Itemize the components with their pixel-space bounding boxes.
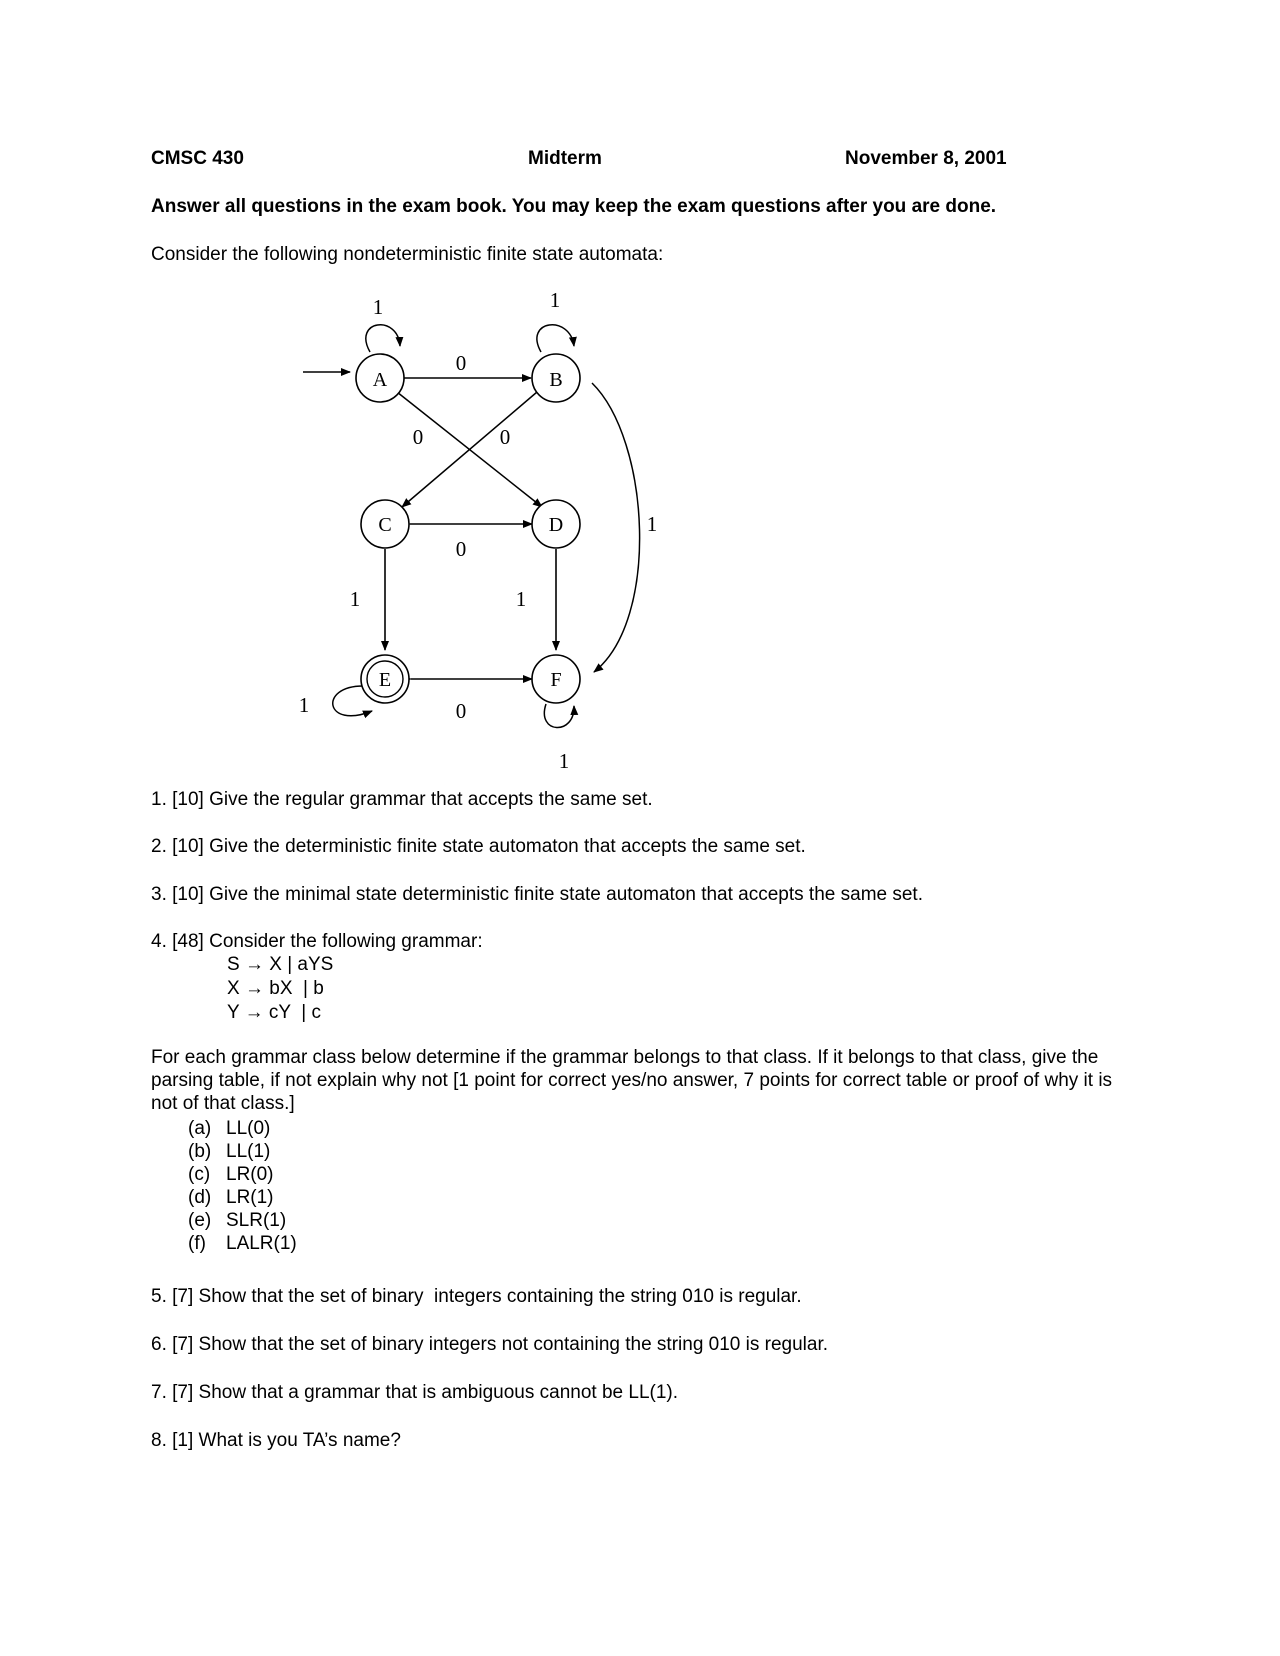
question-2: 2. [10] Give the deterministic finite state automaton that accepts the same set.: [151, 836, 806, 857]
state-b-label: B: [549, 369, 563, 391]
option-label: (a): [188, 1118, 212, 1139]
label-c-e: 1: [349, 587, 361, 611]
option-name: LL(0): [226, 1118, 271, 1139]
grammar-rule-y: [227, 1002, 321, 1024]
instructions: Answer all questions in the exam book. You may keep the exam questions after you are done.: [151, 196, 997, 217]
option-name: LR(1): [226, 1187, 274, 1208]
rule-lhs: S: [227, 954, 240, 975]
state-f: [532, 655, 580, 703]
option-label: (d): [188, 1187, 212, 1208]
edge-b-c: [402, 392, 537, 507]
label-b-c: 0: [499, 425, 511, 449]
nfa-diagram: [0, 0, 1280, 800]
class-option: [188, 1233, 297, 1255]
state-d-label: D: [548, 514, 564, 536]
rule-lhs: X: [227, 978, 240, 999]
label-a-b: 0: [455, 351, 467, 375]
loop-a: [366, 325, 400, 352]
rule-lhs: Y: [227, 1002, 240, 1023]
label-a-d: 0: [412, 425, 424, 449]
class-option: [188, 1164, 274, 1186]
option-name: LALR(1): [226, 1233, 297, 1254]
state-e: [361, 655, 409, 703]
question-4: 4. [48] Consider the following grammar:: [151, 931, 483, 952]
option-label: (b): [188, 1141, 212, 1162]
intro-text: Consider the following nondeterministic finite state automata:: [151, 244, 664, 265]
question-3: 3. [10] Give the minimal state deterministic finite state automaton that accepts the same set.: [151, 884, 923, 905]
exam-date: November 8, 2001: [845, 148, 1007, 169]
label-loop-a: 1: [372, 295, 384, 319]
question-1: 1. [10] Give the regular grammar that accepts the same set.: [151, 789, 653, 810]
question-5: 5. [7] Show that the set of binary integers containing the string 010 is regular.: [151, 1286, 802, 1307]
option-label: (e): [188, 1210, 212, 1231]
grammar-rule-s: [227, 954, 333, 976]
rule-rhs: cY | c: [268, 1002, 322, 1023]
label-loop-b: 1: [549, 288, 561, 312]
state-e-label: E: [378, 669, 392, 691]
label-loop-f: 1: [558, 749, 570, 773]
class-option: [188, 1187, 274, 1209]
option-name: LR(0): [226, 1164, 274, 1185]
label-e-f: 0: [455, 699, 467, 723]
label-d-f: 1: [515, 587, 527, 611]
state-d: [532, 500, 580, 548]
q4-paragraph: For each grammar class below determine if the grammar belongs to that class. If it belongs to that class, give the parsing table, if not explain why not [1 point for correct yes/no answer, 7 points for correct table or proof of why it is not of that class.]: [151, 1047, 1113, 1114]
state-f-label: F: [550, 669, 562, 691]
state-a: [356, 354, 404, 402]
question-6: 6. [7] Show that the set of binary integers not containing the string 010 is regular.: [151, 1334, 829, 1355]
state-a-label: A: [372, 369, 388, 391]
arrow-icon: →: [244, 954, 264, 975]
loop-f: [544, 704, 574, 728]
class-option: [188, 1210, 286, 1232]
option-name: LL(1): [226, 1141, 271, 1162]
question-7: 7. [7] Show that a grammar that is ambiguous cannot be LL(1).: [151, 1382, 679, 1403]
arrow-icon: →: [244, 978, 264, 999]
option-label: (c): [188, 1164, 211, 1185]
label-b-f: 1: [646, 512, 658, 536]
exam-title: Midterm: [528, 148, 602, 169]
class-option: [188, 1118, 270, 1140]
rule-rhs: bX | b: [269, 978, 324, 999]
label-c-d: 0: [455, 537, 467, 561]
course-code: CMSC 430: [151, 148, 244, 169]
option-label: (f): [188, 1233, 206, 1254]
state-b: [532, 354, 580, 402]
loop-b: [537, 325, 574, 352]
label-loop-e: 1: [298, 693, 310, 717]
rule-rhs: X | aYS: [269, 954, 334, 975]
state-c-label: C: [378, 514, 392, 536]
class-option: [188, 1141, 270, 1163]
edge-b-f: [592, 383, 640, 672]
option-name: SLR(1): [226, 1210, 287, 1231]
question-8: 8. [1] What is you TA’s name?: [151, 1430, 401, 1451]
arrow-icon: →: [244, 1002, 264, 1023]
state-c: [361, 500, 409, 548]
grammar-rule-x: [227, 978, 324, 1000]
